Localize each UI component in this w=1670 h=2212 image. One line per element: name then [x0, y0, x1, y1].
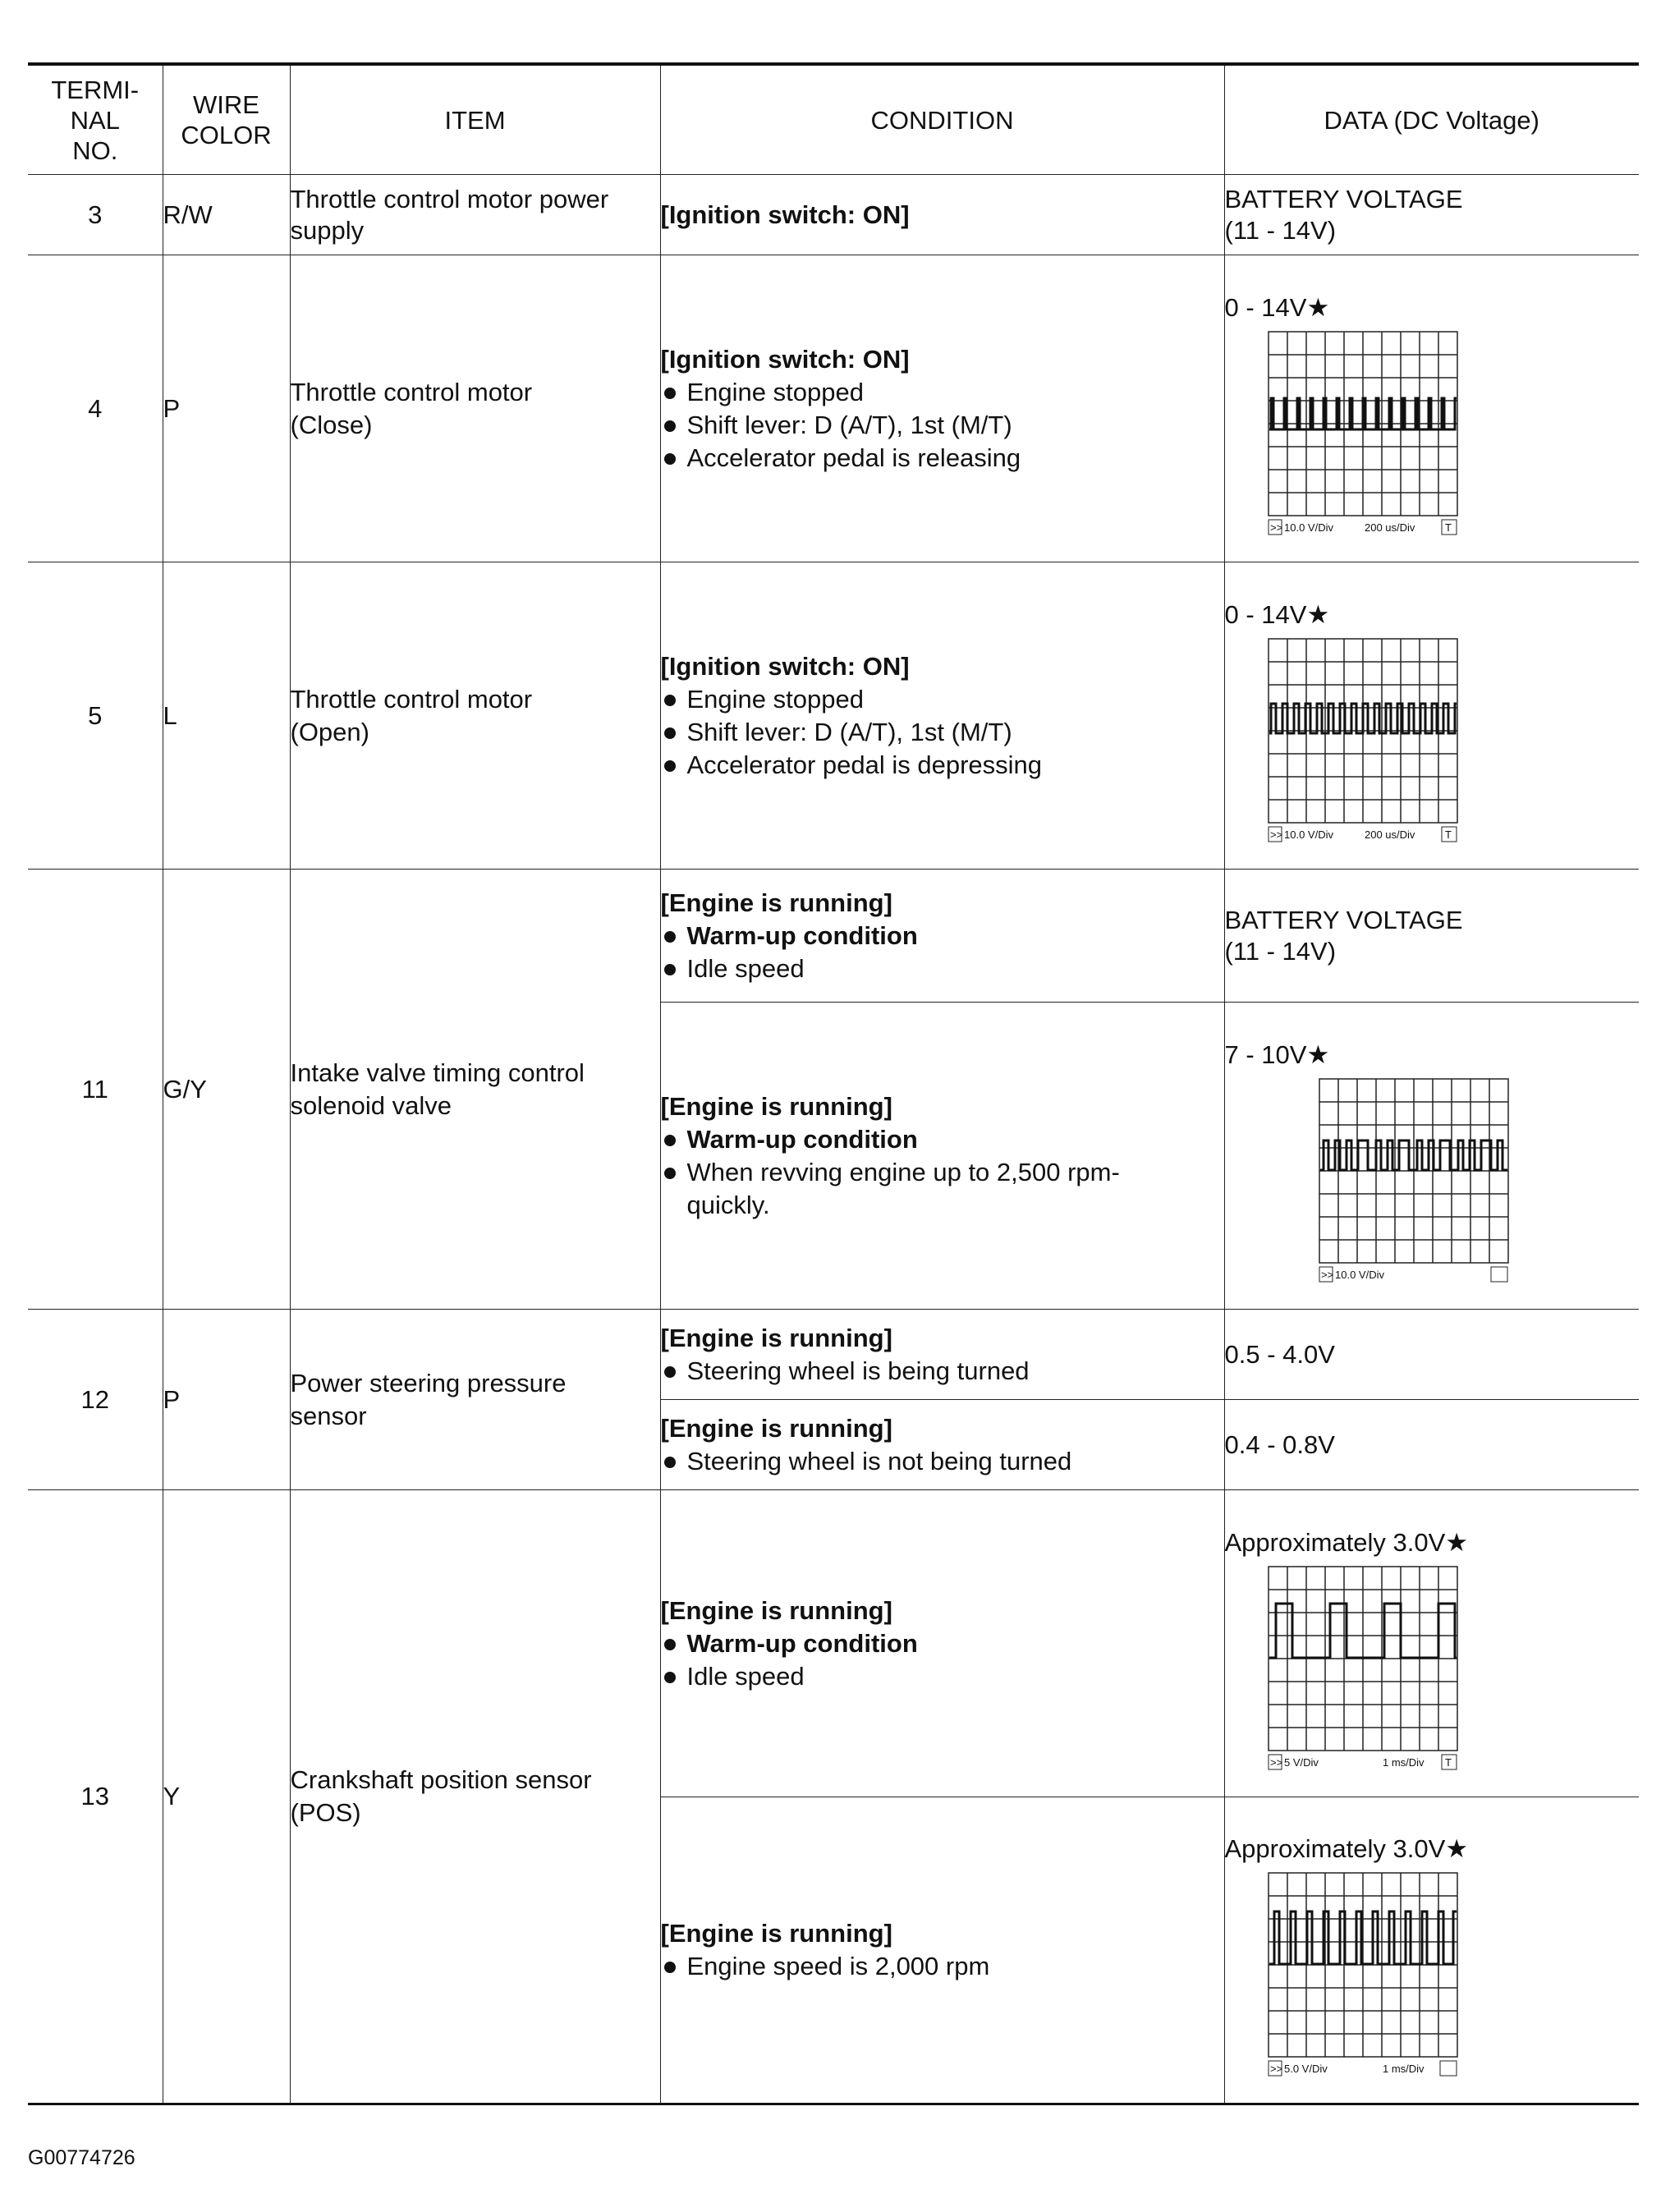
condition-cell [660, 1490, 1224, 1797]
scope-time-div: 1 ms/Div [1382, 1755, 1425, 1769]
data-value: BATTERY VOLTAGE (11 - 14V) [1224, 870, 1639, 1003]
condition-bullet: Engine stopped [661, 376, 1224, 409]
condition-bullet: Shift lever: D (A/T), 1st (M/T) [661, 409, 1224, 442]
condition-bullet: Warm-up condition [661, 1123, 1224, 1156]
data-cell [1224, 1003, 1639, 1310]
scope-time-div: 200 us/Div [1364, 521, 1415, 534]
condition-heading: [Ignition switch: ON] [660, 200, 910, 229]
condition-cell [660, 1797, 1224, 2104]
scope-volt-div: 5.0 V/Div [1283, 2063, 1328, 2075]
scope-trigger: T [1444, 828, 1452, 841]
condition-bullet: Warm-up condition [661, 1627, 1224, 1660]
condition-bullet: When revving engine up to 2,500 rpm- quickly. [661, 1156, 1224, 1222]
svg-text:>>: >> [1269, 521, 1282, 534]
condition-bullet: Steering wheel is being turned [661, 1355, 1224, 1388]
scope-volt-div: 10.0 V/Div [1283, 828, 1333, 841]
oscilloscope-waveform [1268, 331, 1458, 536]
wire-color: G/Y [163, 870, 290, 1310]
oscilloscope-waveform [1268, 638, 1458, 843]
table-row [28, 1310, 1639, 1400]
item-text: Throttle control motor power supply [290, 175, 660, 255]
table-row [28, 870, 1639, 1003]
scope-volt-div: 10.0 V/Div [1334, 1268, 1384, 1281]
condition-bullet: Accelerator pedal is depressing [661, 749, 1224, 782]
condition-heading: [Ignition switch: ON] [660, 651, 910, 681]
condition-bullet: Engine speed is 2,000 rpm [661, 1950, 1224, 1983]
header-wire-color: WIRE COLOR [163, 64, 290, 175]
table-row [28, 175, 1639, 255]
data-value: Approximately 3.0V★ [1224, 1834, 1469, 1863]
condition-heading: [Engine is running] [660, 1413, 892, 1443]
condition-cell [660, 870, 1224, 1003]
header-row [28, 64, 1639, 175]
condition-cell [660, 175, 1224, 255]
terminal-no: 4 [28, 255, 163, 562]
data-value: BATTERY VOLTAGE (11 - 14V) [1224, 175, 1639, 255]
wire-color: Y [163, 1490, 290, 2104]
condition-bullet: Accelerator pedal is releasing [661, 442, 1224, 475]
condition-heading: [Engine is running] [660, 888, 892, 917]
condition-cell [660, 255, 1224, 562]
oscilloscope-waveform [1268, 1566, 1458, 1771]
scope-volt-div: 10.0 V/Div [1283, 521, 1333, 534]
data-value: Approximately 3.0V★ [1224, 1527, 1469, 1557]
svg-text:>>: >> [1320, 1268, 1333, 1281]
condition-cell [660, 562, 1224, 870]
condition-bullet: Idle speed [661, 952, 1224, 985]
svg-text:>>: >> [1269, 1755, 1282, 1769]
data-value: 0.4 - 0.8V [1224, 1400, 1639, 1490]
scope-volt-div: 5 V/Div [1283, 1755, 1319, 1769]
item-text: Power steering pressure sensor [290, 1310, 660, 1490]
svg-text:>>: >> [1269, 828, 1282, 841]
figure-id: G00774726 [28, 2146, 135, 2169]
oscilloscope-waveform [1319, 1078, 1509, 1283]
item-text: Throttle control motor (Open) [290, 562, 660, 870]
item-text: Throttle control motor (Close) [290, 255, 660, 562]
data-value: 0 - 14V★ [1224, 599, 1330, 629]
terminal-no: 3 [28, 175, 163, 255]
condition-heading: [Ignition switch: ON] [660, 344, 910, 374]
header-data: DATA (DC Voltage) [1224, 64, 1639, 175]
wire-color: P [163, 1310, 290, 1490]
condition-bullet: Idle speed [661, 1660, 1224, 1693]
oscilloscope-waveform [1268, 1872, 1458, 2077]
header-condition: CONDITION [660, 64, 1224, 175]
terminal-no: 5 [28, 562, 163, 870]
condition-cell [660, 1400, 1224, 1490]
data-cell [1224, 255, 1639, 562]
scope-trigger: T [1444, 1755, 1452, 1769]
condition-cell [660, 1310, 1224, 1400]
scope-trigger: T [1444, 521, 1452, 534]
condition-heading: [Engine is running] [660, 1919, 892, 1948]
scope-time-div: 1 ms/Div [1382, 2063, 1425, 2075]
condition-bullet: Engine stopped [661, 683, 1224, 716]
scope-time-div: 200 us/Div [1364, 828, 1415, 841]
condition-bullet: Shift lever: D (A/T), 1st (M/T) [661, 716, 1224, 749]
header-item: ITEM [290, 64, 660, 175]
data-value: 0.5 - 4.0V [1224, 1310, 1639, 1400]
condition-heading: [Engine is running] [660, 1091, 892, 1121]
data-value: 0 - 14V★ [1224, 292, 1330, 322]
terminal-no: 11 [28, 870, 163, 1310]
header-terminal: TERMI- NAL NO. [28, 64, 163, 175]
data-cell [1224, 1490, 1639, 1797]
wire-color: R/W [163, 175, 290, 255]
condition-heading: [Engine is running] [660, 1323, 892, 1352]
data-cell [1224, 562, 1639, 870]
table-row [28, 1490, 1639, 1797]
condition-heading: [Engine is running] [660, 1595, 892, 1625]
wire-color: L [163, 562, 290, 870]
condition-cell [660, 1003, 1224, 1310]
condition-bullet: Warm-up condition [661, 920, 1224, 952]
condition-bullet: Steering wheel is not being turned [661, 1445, 1224, 1478]
table-row [28, 562, 1639, 870]
terminal-no: 13 [28, 1490, 163, 2104]
table-row [28, 255, 1639, 562]
item-text: Intake valve timing control solenoid valve [290, 870, 660, 1310]
data-cell [1224, 1797, 1639, 2104]
terminal-no: 12 [28, 1310, 163, 1490]
svg-text:>>: >> [1269, 2063, 1282, 2075]
terminal-data-table [28, 62, 1639, 2105]
wire-color: P [163, 255, 290, 562]
data-value: 7 - 10V★ [1224, 1039, 1330, 1069]
item-text: Crankshaft position sensor (POS) [290, 1490, 660, 2104]
